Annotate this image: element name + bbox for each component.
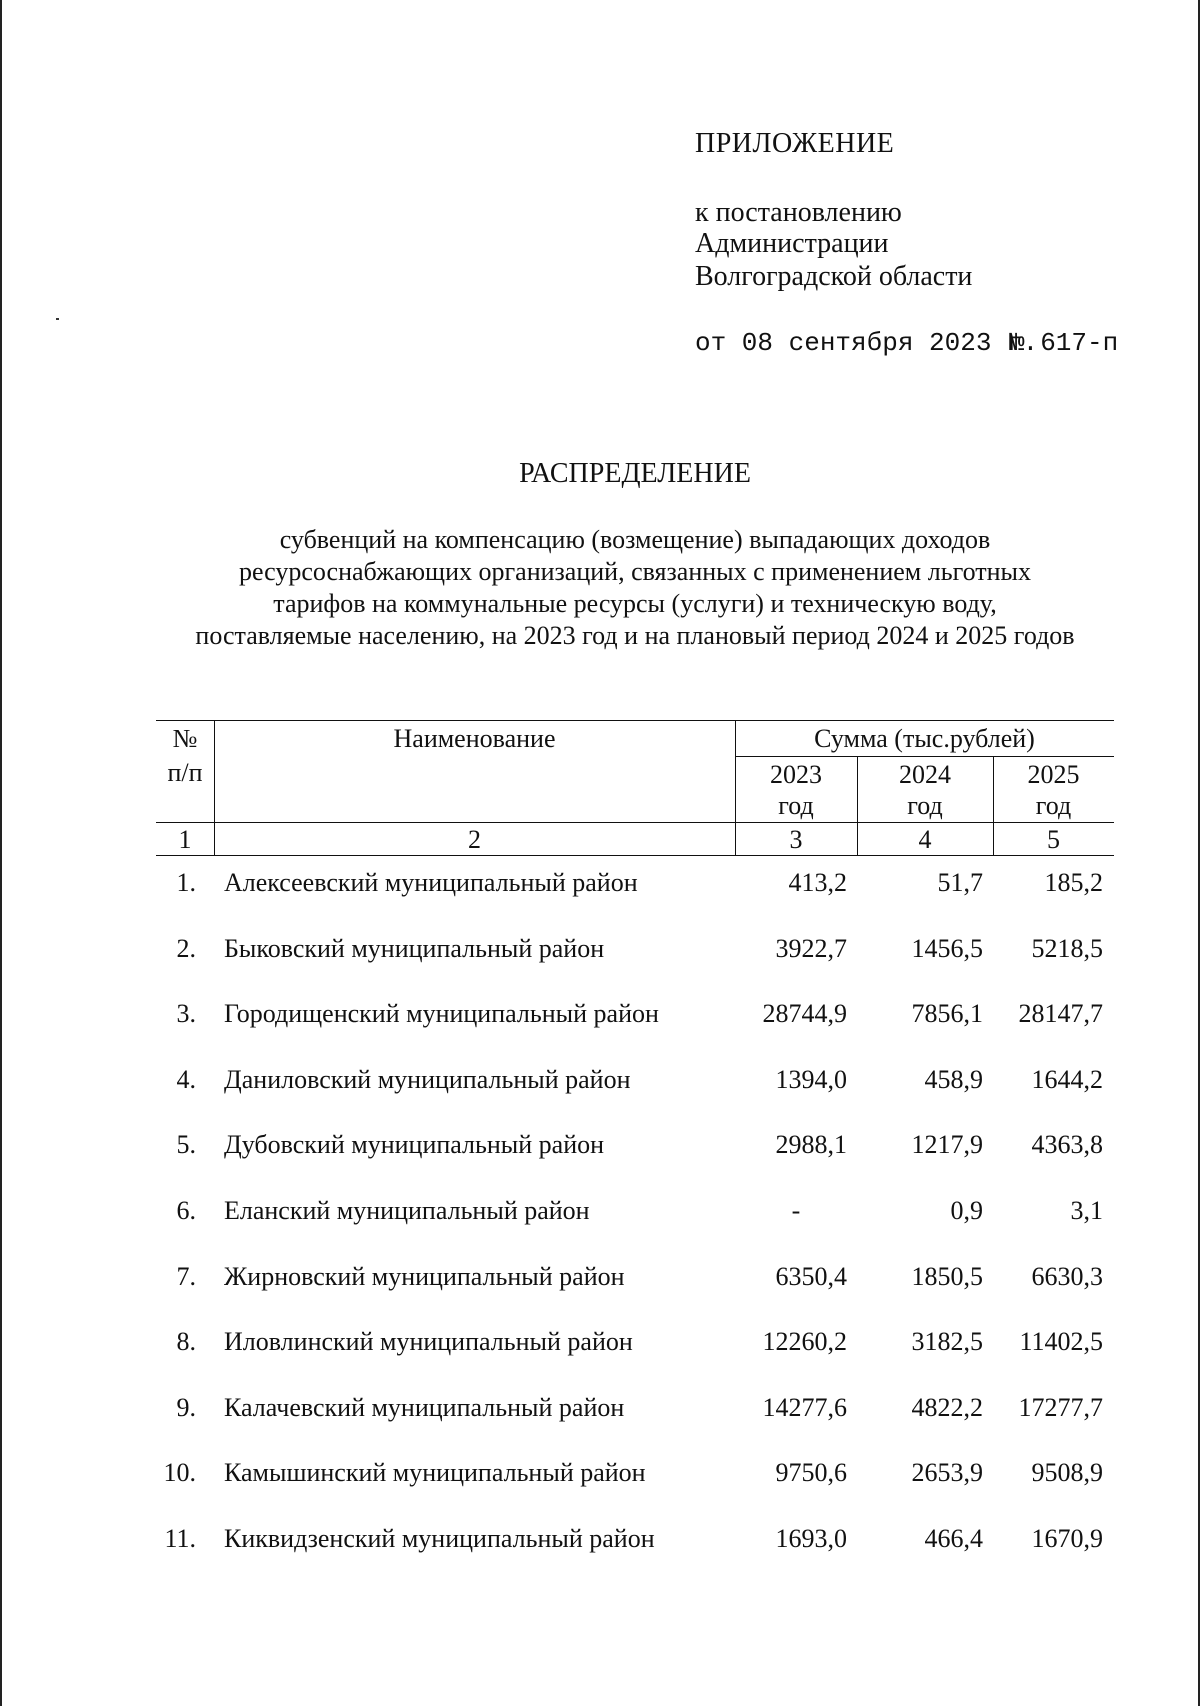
appendix-line: Волгоградской области <box>695 261 973 292</box>
table-rule <box>156 822 1114 823</box>
row-number: 4. <box>176 1065 196 1094</box>
row-value-2024: 51,7 <box>937 868 983 897</box>
document-title: РАСПРЕДЕЛЕНИЕ <box>519 458 751 489</box>
row-value-2024: 4822,2 <box>911 1393 983 1422</box>
row-number: 1. <box>176 868 196 897</box>
row-value-2025: 5218,5 <box>1031 934 1103 963</box>
row-value-2023: 1394,0 <box>775 1065 847 1094</box>
row-name: Камышинский муниципальный район <box>224 1458 646 1487</box>
header-year: 2023 <box>770 760 822 789</box>
table-rule <box>156 720 1114 721</box>
appendix-title: ПРИЛОЖЕНИЕ <box>695 128 895 159</box>
header-year: 2024 <box>899 760 951 789</box>
row-value-2024: 1217,9 <box>911 1130 983 1159</box>
row-number: 6. <box>176 1196 196 1225</box>
row-number: 2. <box>176 934 196 963</box>
row-name: Еланский муниципальный район <box>224 1196 590 1225</box>
row-value-2023: 3922,7 <box>775 934 847 963</box>
row-value-2023: 14277,6 <box>762 1393 847 1422</box>
row-value-2023: - <box>791 1196 801 1225</box>
row-value-2023: 28744,9 <box>762 999 847 1028</box>
header-year-unit: год <box>907 791 943 820</box>
row-value-2025: 1644,2 <box>1031 1065 1103 1094</box>
header-num-abbr: п/п <box>167 758 203 787</box>
row-value-2024: 2653,9 <box>911 1458 983 1487</box>
column-number: 1 <box>178 825 192 854</box>
row-number: 10. <box>163 1458 196 1487</box>
row-value-2023: 9750,6 <box>775 1458 847 1487</box>
row-name: Алексеевский муниципальный район <box>224 868 638 897</box>
row-value-2025: 17277,7 <box>1018 1393 1103 1422</box>
header-sum: Сумма (тыс.рублей) <box>814 724 1035 753</box>
row-name: Жирновский муниципальный район <box>224 1262 625 1291</box>
order-number: № 617-п <box>1009 328 1119 358</box>
header-year-unit: год <box>778 791 814 820</box>
subtitle-line: поставляемые населению, на 2023 год и на плановый период 2024 и 2025 годов <box>195 621 1075 650</box>
row-number: 11. <box>164 1524 196 1553</box>
row-value-2024: 7856,1 <box>911 999 983 1028</box>
header-year-unit: год <box>1035 791 1072 820</box>
row-value-2023: 1693,0 <box>775 1524 847 1553</box>
table-rule <box>735 756 1114 757</box>
row-value-2024: 1456,5 <box>911 934 983 963</box>
header-num-symbol: № <box>172 724 198 753</box>
row-value-2025: 3,1 <box>1070 1196 1103 1225</box>
column-number: 4 <box>918 825 932 854</box>
order-date: от 08 сентября 2023 г. <box>695 328 1039 358</box>
row-value-2023: 413,2 <box>788 868 847 897</box>
row-name: Даниловский муниципальный район <box>224 1065 631 1094</box>
row-number: 9. <box>176 1393 196 1422</box>
row-value-2024: 1850,5 <box>911 1262 983 1291</box>
table-rule <box>156 855 1114 856</box>
appendix-line: Администрации <box>695 228 889 259</box>
row-value-2025: 9508,9 <box>1031 1458 1103 1487</box>
row-value-2023: 12260,2 <box>762 1327 847 1356</box>
row-name: Дубовский муниципальный район <box>224 1130 605 1159</box>
row-name: Киквидзенский муниципальный район <box>224 1524 655 1553</box>
row-value-2025: 4363,8 <box>1031 1130 1103 1159</box>
row-value-2024: 458,9 <box>924 1065 983 1094</box>
row-name: Иловлинский муниципальный район <box>224 1327 633 1356</box>
subtitle-line: ресурсоснабжающих организаций, связанных с применением льготных <box>238 557 1032 586</box>
column-number: 2 <box>468 825 481 854</box>
header-name: Наименование <box>393 724 556 753</box>
row-value-2025: 1670,9 <box>1031 1524 1103 1553</box>
column-number: 5 <box>1047 825 1060 854</box>
row-value-2025: 185,2 <box>1044 868 1103 897</box>
row-value-2023: 2988,1 <box>775 1130 847 1159</box>
row-number: 3. <box>176 999 196 1028</box>
row-number: 8. <box>176 1327 196 1356</box>
row-value-2025: 28147,7 <box>1018 999 1103 1028</box>
row-name: Быковский муниципальный район <box>224 934 605 963</box>
row-value-2025: 6630,3 <box>1031 1262 1103 1291</box>
subtitle-line: тарифов на коммунальные ресурсы (услуги) и техническую воду, <box>273 589 997 618</box>
row-number: 5. <box>176 1130 196 1159</box>
row-value-2024: 3182,5 <box>911 1327 983 1356</box>
row-value-2024: 466,4 <box>924 1524 983 1553</box>
header-year: 2025 <box>1027 760 1080 789</box>
row-value-2023: 6350,4 <box>775 1262 847 1291</box>
subtitle-line: субвенций на компенсацию (возмещение) выпадающих доходов <box>279 525 991 554</box>
column-number: 3 <box>789 825 803 854</box>
appendix-line: к постановлению <box>695 197 902 228</box>
row-name: Городищенский муниципальный район <box>224 999 659 1028</box>
row-value-2025: 11402,5 <box>1019 1327 1103 1356</box>
row-value-2024: 0,9 <box>950 1196 983 1225</box>
row-number: 7. <box>176 1262 196 1291</box>
row-name: Калачевский муниципальный район <box>224 1393 625 1422</box>
